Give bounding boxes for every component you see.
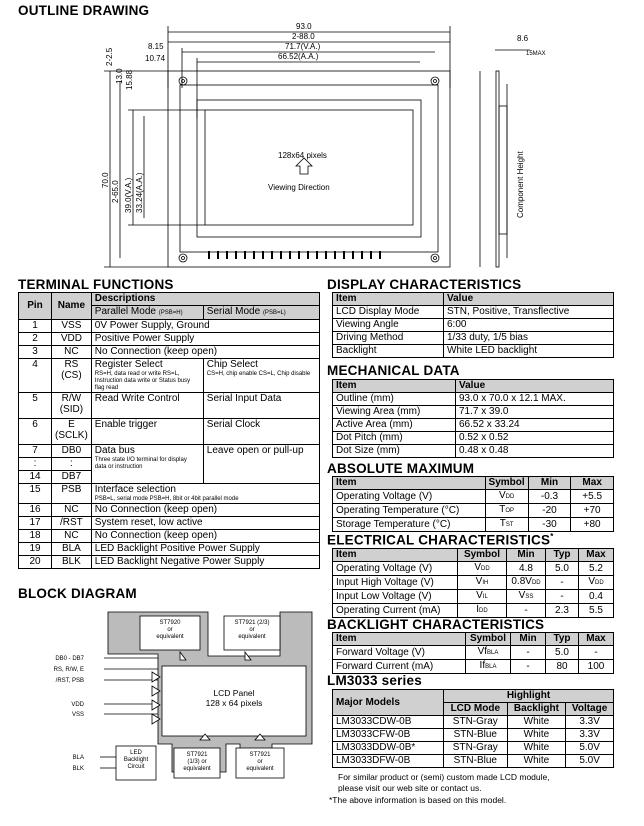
absolute-title: ABSOLUTE MAXIMUM bbox=[327, 461, 475, 476]
table-row: Active Area (mm) 66.52 x 33.24 bbox=[333, 419, 614, 432]
dim-10-74: 10.74 bbox=[145, 54, 166, 63]
table-row: Dot Size (mm) 0.48 x 0.48 bbox=[333, 445, 614, 458]
table-row: 19 BLA LED Backlight Positive Power Supply bbox=[19, 543, 320, 556]
table-row: LM3033DFW-0B STN-Blue White 5.0V bbox=[333, 755, 614, 768]
or-label: or bbox=[249, 627, 255, 633]
table-row: Operating Current (mA) IDD - 2.3 5.5 bbox=[333, 604, 614, 618]
st7921-13-or-label: (1/3) or bbox=[187, 759, 207, 765]
table-row: 2 VDD Positive Power Supply bbox=[19, 333, 320, 346]
equivalent-label: equivalent bbox=[238, 634, 266, 640]
table-row: Input High Voltage (V) VIH 0.8VDD - VDD bbox=[333, 576, 614, 590]
table-row: Viewing Area (mm) 71.7 x 39.0 bbox=[333, 406, 614, 419]
sig-blk: BLK bbox=[72, 766, 84, 772]
screen-pixels-label: 128x64 pixels bbox=[278, 151, 327, 160]
table-row: 6 E (SCLK) Enable trigger Serial Clock bbox=[19, 419, 320, 445]
table-row: 15 PSB Interface selection PSB=L, serial mode PSB=H, 8bit or 4bit parallel mode bbox=[19, 484, 320, 504]
equivalent-label: equivalent bbox=[246, 766, 274, 772]
electrical-table: Item Symbol Min Typ Max Operating Voltage (V) VDD 4.8 5.0 5.2 Input High Voltage (V) VIH 0.8VDD - VDD Input Low Voltage (V) VIL VSS - 0.4 Operating Current (mA) IDD - 2.3 5.5 bbox=[332, 548, 614, 618]
dim-66-52: 66.52(A.A.) bbox=[278, 52, 319, 61]
or-label: or bbox=[167, 627, 173, 633]
table-row: 20 BLK LED Backlight Negative Power Supply bbox=[19, 556, 320, 569]
th-parallel: Parallel Mode (PSB=H) bbox=[91, 306, 203, 320]
dim-13: 13.0 bbox=[115, 68, 124, 84]
series-note-1: For similar product or (semi) custom made LCD module, bbox=[338, 772, 550, 782]
backlight-table: Item Symbol Min Typ Max Forward Voltage (V) VfBLA - 5.0 - Forward Current (mA) IfBLA - 80 100 bbox=[332, 632, 614, 674]
absolute-table: Item Symbol Min Max Operating Voltage (V) VDD -0.3 +5.5 Operating Temperature (°C) TOP -20 +70 Storage Temperature (°C) TST -30 +80 bbox=[332, 476, 614, 532]
table-row: 18 NC No Connection (keep open) bbox=[19, 530, 320, 543]
table-row: Forward Voltage (V) VfBLA - 5.0 - bbox=[333, 646, 614, 660]
sig-db0-db7: DB0 - DB7 bbox=[55, 656, 84, 662]
table-row: 14 DB7 bbox=[19, 471, 320, 484]
table-row: Dot Pitch (mm) 0.52 x 0.52 bbox=[333, 432, 614, 445]
sig-vdd: VDD bbox=[71, 702, 84, 708]
st7921-23-label: ST7921 (2/3) bbox=[234, 620, 270, 626]
equivalent-label: equivalent bbox=[183, 766, 211, 772]
or-label: or bbox=[257, 759, 263, 765]
dim-70: 70.0 bbox=[101, 172, 110, 188]
th-descriptions: Descriptions bbox=[91, 293, 319, 306]
table-row: LM3033CDW-0B STN-Gray White 3.3V bbox=[333, 716, 614, 729]
table-row: 4 RS (CS) Register Select RS=H, data read or write RS=L, Instruction data write or Status busy flag read Chip Select CS=H, chip enable CS=L, Chip disable bbox=[19, 359, 320, 393]
th-pin: Pin bbox=[19, 293, 52, 320]
table-row: LCD Display Mode STN, Positive, Transflective bbox=[333, 306, 614, 319]
dim-2-2-5: 2-2.5 bbox=[105, 47, 114, 66]
table-row: Operating Voltage (V) VDD 4.8 5.0 5.2 bbox=[333, 562, 614, 576]
component-height-label: Component Height bbox=[516, 151, 525, 218]
table-row: LM3033DDW-0B* STN-Gray White 5.0V bbox=[333, 742, 614, 755]
dim-39: 39.0(V.A.) bbox=[124, 177, 133, 213]
lcd-panel-label: LCD Panel bbox=[213, 688, 255, 698]
dim-71-7: 71.7(V.A.) bbox=[285, 42, 321, 51]
st7920-label: ST7920 bbox=[159, 620, 181, 626]
series-note-2: please visit our web site or contact us. bbox=[338, 783, 482, 793]
terminal-table bbox=[18, 292, 320, 569]
series-note-3: *The above information is based on this model. bbox=[329, 795, 507, 805]
sig-bla: BLA bbox=[72, 755, 84, 761]
dim-88: 2-88.0 bbox=[292, 32, 315, 41]
block-diagram bbox=[40, 604, 320, 786]
table-row: 1 VSS 0V Power Supply, Ground bbox=[19, 320, 320, 333]
th-serial: Serial Mode (PSB=L) bbox=[203, 306, 319, 320]
equivalent-label: equivalent bbox=[156, 634, 184, 640]
display-title: DISPLAY CHARACTERISTICS bbox=[327, 277, 522, 292]
viewing-direction-label: Viewing Direction bbox=[268, 183, 330, 192]
display-table: Item Value LCD Display Mode STN, Positive, Transflective Viewing Angle 6:00 Driving Method 1/33 duty, 1/5 bias Backlight White LED backlight bbox=[332, 292, 614, 358]
dim-8-15: 8.15 bbox=[148, 42, 164, 51]
table-row: Viewing Angle 6:00 bbox=[333, 319, 614, 332]
table-row: Operating Voltage (V) VDD -0.3 +5.5 bbox=[333, 490, 614, 504]
table-row: Outline (mm) 93.0 x 70.0 x 12.1 MAX. bbox=[333, 393, 614, 406]
dim-8-6: 8.6 bbox=[517, 34, 529, 43]
table-row: 17 /RST System reset, low active bbox=[19, 517, 320, 530]
table-row: Backlight White LED backlight bbox=[333, 345, 614, 358]
table-row: Driving Method 1/33 duty, 1/5 bias bbox=[333, 332, 614, 345]
dim-33-24: 33.24(A.A.) bbox=[135, 172, 144, 213]
backlight-label: Backlight bbox=[123, 757, 149, 763]
dim-93: 93.0 bbox=[296, 22, 312, 31]
table-row: 5 R/W (SID) Read Write Control Serial Input Data bbox=[19, 393, 320, 419]
sig-rst-psb: /RST, PSB bbox=[55, 678, 84, 684]
block-diagram-title: BLOCK DIAGRAM bbox=[18, 586, 137, 601]
table-row: Operating Temperature (°C) TOP -20 +70 bbox=[333, 504, 614, 518]
table-row: 7 DB0 Data bus Three state I/O terminal for display data or instruction Leave open or pull-up bbox=[19, 445, 320, 458]
series-title: LM3033 series bbox=[327, 673, 422, 688]
mechanical-title: MECHANICAL DATA bbox=[327, 363, 460, 378]
outline-drawing bbox=[100, 18, 640, 276]
led-label: LED bbox=[130, 750, 142, 756]
st7921-label: ST7921 bbox=[249, 752, 271, 758]
table-row: 16 NC No Connection (keep open) bbox=[19, 504, 320, 517]
mechanical-table: Item Value Outline (mm) 93.0 x 70.0 x 12.1 MAX. Viewing Area (mm) 71.7 x 39.0 Active Area (mm) 66.52 x 33.24 Dot Pitch (mm) 0.52 x 0.52 Dot Size (mm) 0.48 x 0.48 bbox=[332, 379, 614, 458]
dim-15-88: 15.88 bbox=[125, 69, 134, 90]
terminal-title: TERMINAL FUNCTIONS bbox=[18, 277, 174, 292]
dim-2-65: 2-65.0 bbox=[111, 180, 120, 203]
table-row: Input Low Voltage (V) VIL VSS - 0.4 bbox=[333, 590, 614, 604]
outline-title: OUTLINE DRAWING bbox=[18, 3, 150, 18]
electrical-title: ELECTRICAL CHARACTERISTICS* bbox=[327, 532, 554, 548]
backlight-title: BACKLIGHT CHARACTERISTICS bbox=[327, 617, 545, 632]
table-row: 3 NC No Connection (keep open) bbox=[19, 346, 320, 359]
dim-15max: 15MAX bbox=[526, 51, 546, 57]
series-table: Major Models Highlight LCD Mode Backlight Voltage LM3033CDW-0B STN-Gray White 3.3V LM3033CFW-0B STN-Blue White 3.3V LM3033DDW-0B* STN-Gray White 5.0V LM3033DFW-0B STN-Blue White 5.0V bbox=[332, 689, 614, 768]
th-name: Name bbox=[52, 293, 92, 320]
lcd-pixels-label: 128 x 64 pixels bbox=[205, 698, 263, 708]
sig-vss: VSS bbox=[71, 712, 84, 718]
sig-rs-rw-e: RS, R/W, E bbox=[53, 667, 84, 673]
circuit-label: Circuit bbox=[127, 764, 145, 770]
table-row: : : bbox=[19, 458, 320, 471]
st7921-13-label: ST7921 bbox=[186, 752, 208, 758]
table-row: Forward Current (mA) IfBLA - 80 100 bbox=[333, 660, 614, 674]
table-row: LM3033CFW-0B STN-Blue White 3.3V bbox=[333, 729, 614, 742]
table-row: Storage Temperature (°C) TST -30 +80 bbox=[333, 518, 614, 532]
